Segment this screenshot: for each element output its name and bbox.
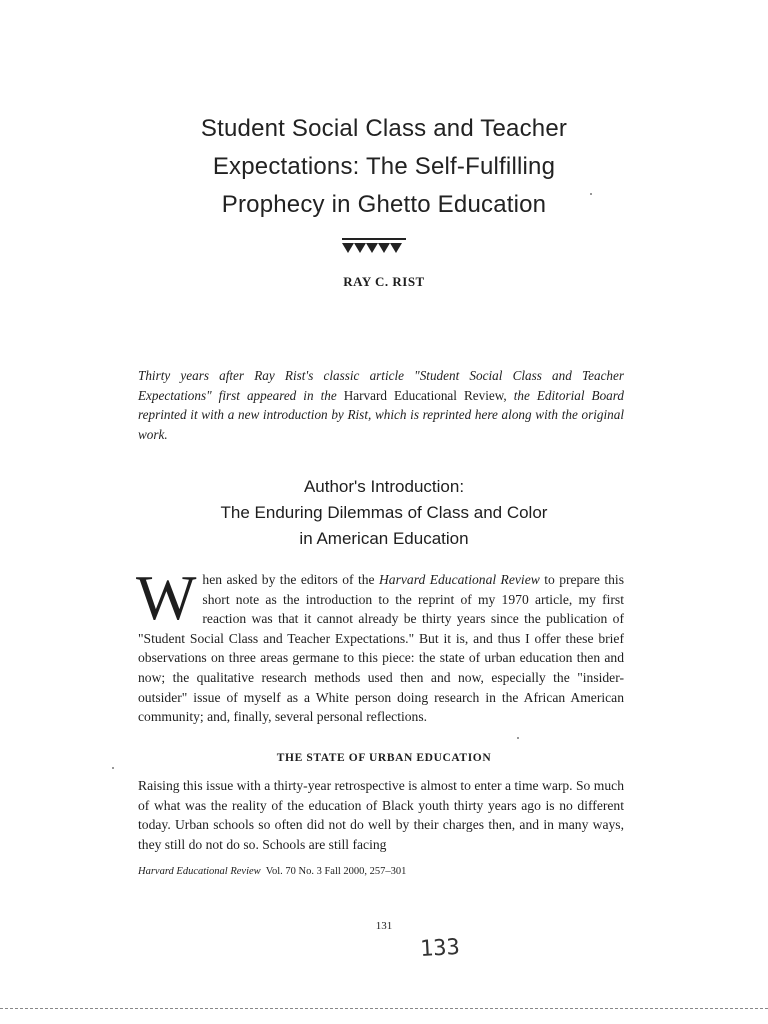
drop-cap: W	[136, 562, 197, 633]
title-line-3: Prophecy in Ghetto Education	[221, 191, 547, 218]
journal-name: Harvard Educational Review,	[343, 387, 507, 403]
section-heading: THE STATE OF URBAN EDUCATION	[276, 752, 492, 764]
intro-heading-line-3: in American Education	[299, 529, 469, 548]
title-ornament	[342, 238, 406, 258]
journal-citation	[138, 866, 406, 877]
intro-heading-line-1: Author's Introduction:	[303, 477, 465, 496]
intro-heading-line-2: The Enduring Dilemmas of Class and Color	[220, 503, 548, 522]
intro-paragraph: When asked by the editors of the Harvard Educational Review to prepare this short note as the introduction to the reprint of my 1970 article, my first reaction was that it cannot already be thirty years since the publication of "Student Social Class and Teacher Expectations." But it is, and thus I offer these brief observations on three areas germane to this piece: the state of urban education then and now; the qualitative research methods used then and now, especially the "insider-outsider" issue of myself as a White person doing research in the African American community; and, finally, several personal reflections.	[136, 562, 624, 725]
citation-journal: Harvard Educational Review	[138, 866, 261, 877]
scan-speck	[517, 737, 519, 739]
citation-details: Vol. 70 No. 3 Fall 2000, 257–301	[265, 866, 407, 877]
scan-speck	[112, 767, 114, 769]
journal-name-inline: Harvard Educational Review	[378, 572, 540, 587]
title-line-1: Student Social Class and Teacher	[200, 115, 568, 142]
title-line-2: Expectations: The Self-Fulfilling	[212, 153, 556, 180]
editor-note: Thirty years after Ray Rist's classic article "Student Social Class and Teacher Expectations" first appeared in the Harvard Educational Review, the Editorial Board reprinted it with a new introduction by Rist, which is reprinted here along with the original work.	[138, 368, 625, 442]
author-name: RAY C. RIST	[343, 274, 425, 289]
scan-edge-line	[0, 1008, 768, 1009]
intro-heading	[130, 474, 638, 552]
page-number: 131	[375, 920, 393, 932]
scan-speck	[590, 193, 592, 195]
handwritten-page-number: 133	[419, 934, 461, 963]
article-title	[110, 110, 658, 224]
section-paragraph: Raising this issue with a thirty-year retrospective is almost to enter a time warp. So much of what was the reality of the education of Black youth thirty years ago is no different today. Urban schools so often did not do well by their charges then, and in many ways, they still do not do so. Schools are still facing	[138, 778, 624, 852]
